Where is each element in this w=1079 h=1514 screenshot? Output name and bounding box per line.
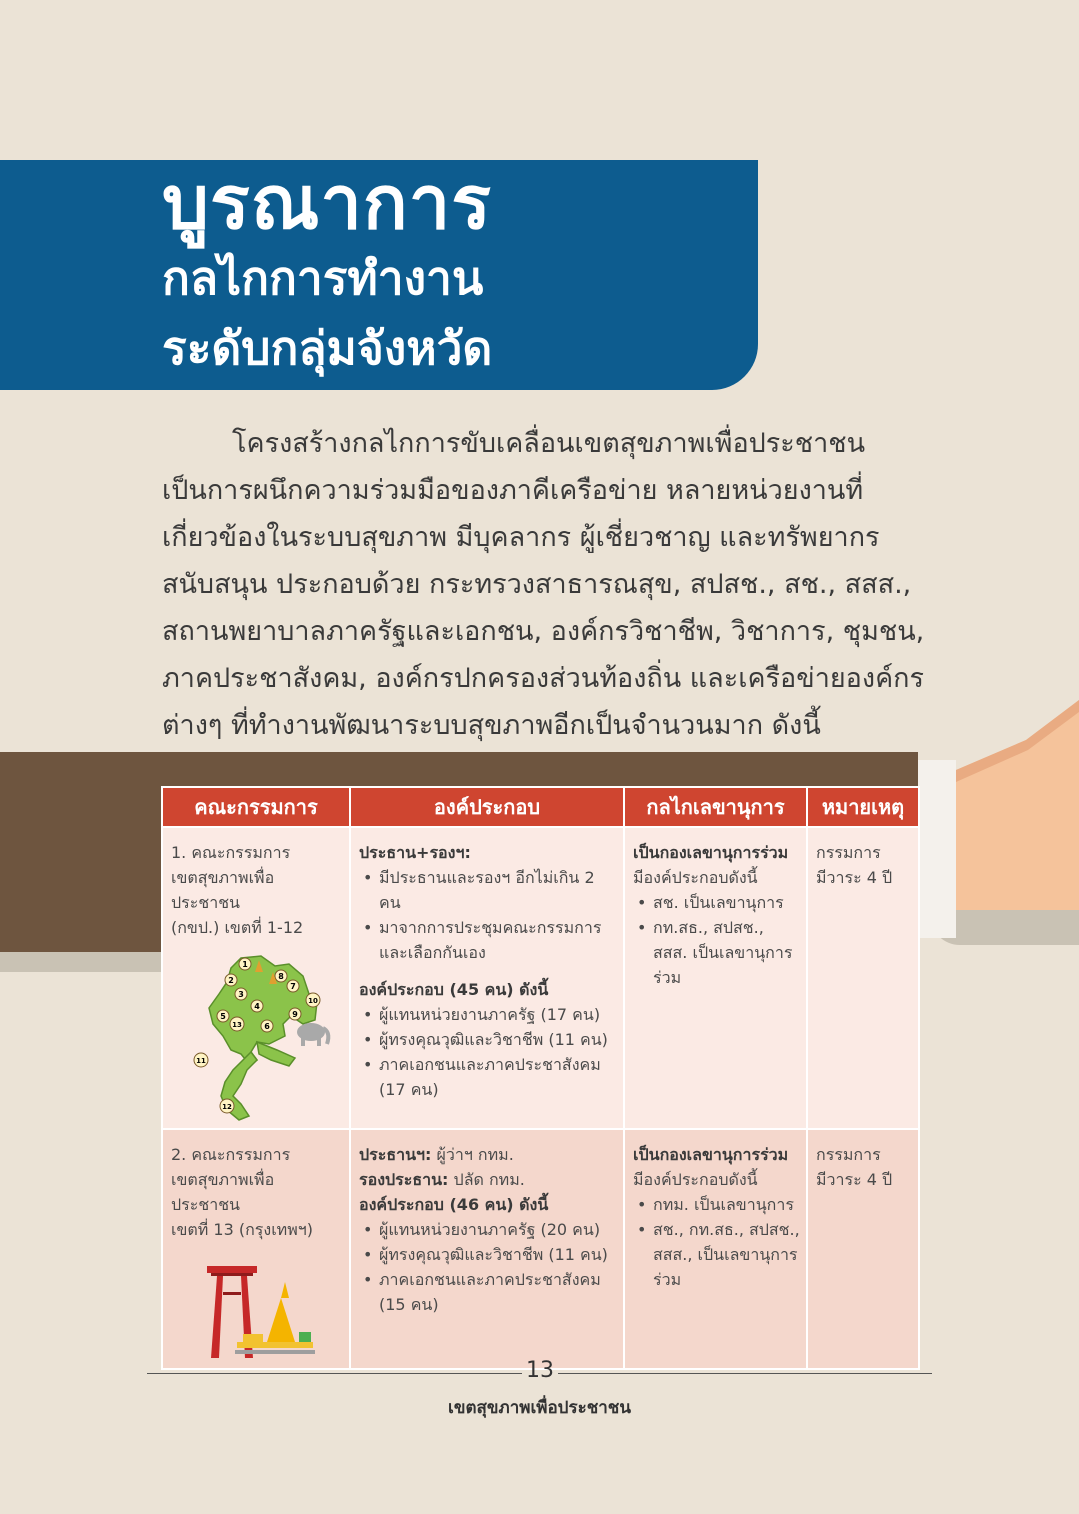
map-region-label: 9 [292,1010,298,1019]
vice-chair-value: ปลัด กทม. [448,1170,525,1189]
list-item: • กทม. เป็นเลขานุการ [633,1192,800,1217]
secretariat-list [633,1192,800,1292]
remarks-line: มีวาระ 4 ปี [816,868,893,887]
chair-line [359,1142,617,1167]
giant-swing-icon [207,1262,317,1362]
map-region-label: 5 [220,1012,226,1021]
committee-name-line: เขตสุขภาพเพื่อประชาชน [171,1170,275,1214]
map-region-label: 10 [308,997,318,1005]
committee-cell [162,827,350,1129]
list-item: • ผู้ทรงคุณวุฒิและวิชาชีพ (11 คน) [359,1027,617,1052]
committee-name-line: เขตสุขภาพเพื่อประชาชน [171,868,275,912]
column-header-secretariat: กลไกเลขานุการ [624,787,807,827]
committee-name-line: (กขป.) เขตที่ 1-12 [171,918,304,937]
secretariat-cell [624,827,807,1129]
list-item: • มีประธานและรองฯ อีกไม่เกิน 2 คน [359,865,617,915]
intro-line: เป็นการผนึกความร่วมมือของภาคีเครือข่าย หลายหน่วยงานที่ [162,475,864,506]
vice-chair-line [359,1167,617,1192]
map-region-label: 11 [196,1057,206,1065]
list-item: • มาจากการประชุมคณะกรรมการ และเลือกกันเอง [359,915,617,965]
map-region-label: 13 [232,1021,242,1029]
map-region-label: 2 [228,976,234,985]
column-header-committee: คณะกรรมการ [162,787,350,827]
list-item: • ผู้ทรงคุณวุฒิและวิชาชีพ (11 คน) [359,1242,617,1267]
remarks-cell [807,1129,919,1369]
secretariat-subheading: มีองค์ประกอบดังนี้ [633,1170,758,1189]
map-region-label: 3 [238,990,244,999]
committee-table [161,786,920,1370]
committee-name-line: 1. คณะกรรมการ [171,843,291,862]
list-item: • ผู้แทนหน่วยงานภาครัฐ (17 คน) [359,1002,617,1027]
column-header-composition: องค์ประกอบ [350,787,624,827]
intro-line: สนับสนุน ประกอบด้วย กระทรวงสาธารณสุข, สปสช., สช., สสส., [162,569,912,600]
secretariat-heading: เป็นกองเลขานุการร่วม [633,1145,789,1164]
footer-divider-left [147,1373,522,1374]
intro-line: ภาคประชาสังคม, องค์กรปกครองส่วนท้องถิ่น และเครือข่ายองค์กร [162,663,924,694]
remarks-line: มีวาระ 4 ปี [816,1170,893,1189]
map-region-label: 1 [242,960,248,969]
members-heading: องค์ประกอบ (45 คน) ดังนี้ [359,980,549,999]
secretariat-list [633,890,800,990]
table-row [162,1129,919,1369]
secretariat-heading: เป็นกองเลขานุการร่วม [633,843,789,862]
chair-label: ประธานฯ: [359,1145,432,1164]
members-heading: องค์ประกอบ (46 คน) ดังนี้ [359,1195,549,1214]
thailand-map-icon [185,954,335,1122]
remarks-line: กรรมการ [816,843,881,862]
hand-icon [956,700,1079,940]
intro-paragraph [162,420,925,749]
chair-list [359,865,617,965]
page-subtitle-line-2: ระดับกลุ่มจังหวัด [162,321,493,375]
column-header-remarks: หมายเหตุ [807,787,919,827]
map-region-label: 7 [290,982,296,991]
intro-line: ต่างๆ ที่ทำงานพัฒนาระบบสุขภาพอีกเป็นจำนวนมาก ดังนี้ [162,710,821,741]
elephant-icon [297,1023,328,1046]
committee-name-line: 2. คณะกรรมการ [171,1145,291,1164]
footer-book-title: เขตสุขภาพเพื่อประชาชน [448,1398,631,1418]
table-header-row [162,787,919,827]
secretariat-cell [624,1129,807,1369]
committee-cell [162,1129,350,1369]
members-list [359,1217,617,1317]
map-region-label: 6 [264,1022,270,1031]
intro-line: โครงสร้างกลไกการขับเคลื่อนเขตสุขภาพเพื่อประชาชน [232,428,866,459]
list-item: • ภาคเอกชนและภาคประชาสังคม (15 คน) [359,1267,617,1317]
table-row [162,827,919,1129]
list-item: • ภาคเอกชนและภาคประชาสังคม (17 คน) [359,1052,617,1102]
composition-cell [350,1129,624,1369]
map-region-label: 12 [222,1103,232,1111]
list-item: • สช. เป็นเลขานุการ [633,890,800,915]
remarks-line: กรรมการ [816,1145,881,1164]
list-item: • กท.สธ., สปสช., สสส. เป็นเลขานุการร่วม [633,915,800,990]
secretariat-subheading: มีองค์ประกอบดังนี้ [633,868,758,887]
page-number: 13 [526,1358,554,1383]
members-list [359,1002,617,1102]
committee-name-line: เขตที่ 13 (กรุงเทพฯ) [171,1220,313,1239]
list-item: • ผู้แทนหน่วยงานภาครัฐ (20 คน) [359,1217,617,1242]
remarks-cell [807,827,919,1129]
chair-heading: ประธาน+รองฯ: [359,843,471,862]
map-region-label: 8 [278,972,284,981]
hand-cuff [918,760,956,938]
map-region-label: 4 [254,1002,260,1011]
decorative-band-shadow [0,952,165,972]
composition-cell [350,827,624,1129]
intro-line: สถานพยาบาลภาครัฐและเอกชน, องค์กรวิชาชีพ, วิชาการ, ชุมชน, [162,616,925,647]
page-subtitle-line-1: กลไกการทำงาน [162,251,484,305]
vice-chair-label: รองประธาน: [359,1170,449,1189]
chair-value: ผู้ว่าฯ กทม. [431,1145,514,1164]
footer-divider-right [558,1373,932,1374]
page-title: บูรณาการ [162,160,493,246]
intro-line: เกี่ยวข้องในระบบสุขภาพ มีบุคลากร ผู้เชี่ยวชาญ และทรัพยากร [162,522,880,553]
list-item: • สช., กท.สธ., สปสช., สสส., เป็นเลขานุการร่วม [633,1217,800,1292]
